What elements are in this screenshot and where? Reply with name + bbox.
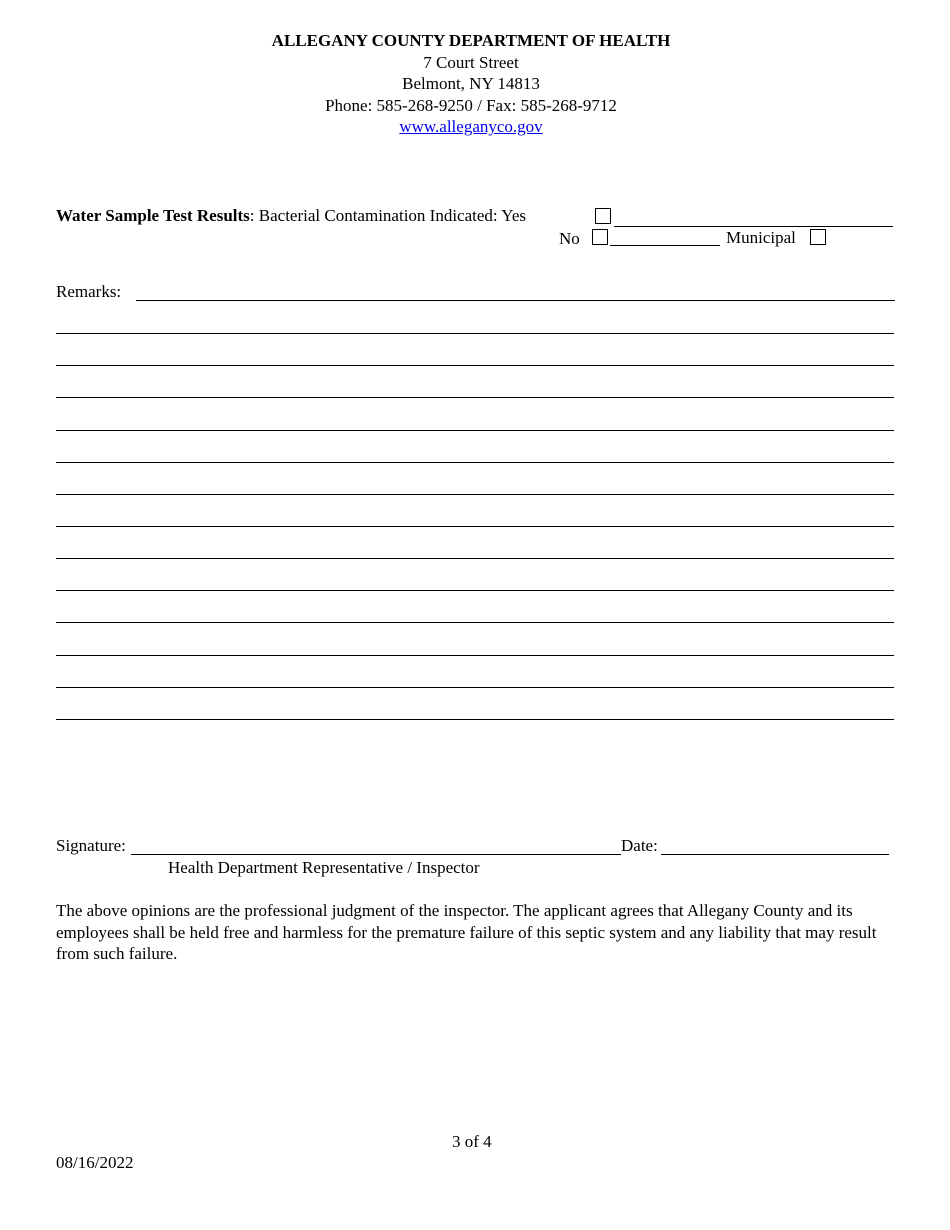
- organization-name: ALLEGANY COUNTY DEPARTMENT OF HEALTH: [271, 31, 671, 50]
- website-link[interactable]: www.alleganyco.gov: [399, 117, 543, 136]
- remarks-line[interactable]: [56, 687, 894, 688]
- remarks-line[interactable]: [56, 430, 894, 431]
- revision-date: 08/16/2022: [56, 1153, 134, 1172]
- letterhead: [0, 30, 942, 138]
- remarks-line[interactable]: [56, 558, 894, 559]
- remarks-line[interactable]: [56, 494, 894, 495]
- date-line[interactable]: [661, 854, 889, 855]
- municipal-checkbox[interactable]: [810, 229, 826, 245]
- remarks-line[interactable]: [56, 655, 894, 656]
- no-details-line[interactable]: [610, 245, 720, 246]
- remarks-line[interactable]: [56, 365, 894, 366]
- remarks-line[interactable]: [56, 333, 894, 334]
- signature-caption: Health Department Representative / Inspector: [168, 858, 480, 877]
- page-number: 3 of 4: [452, 1132, 492, 1151]
- remarks-line[interactable]: [56, 622, 894, 623]
- yes-details-line[interactable]: [614, 226, 893, 227]
- municipal-label: Municipal: [726, 228, 796, 247]
- remarks-line[interactable]: [56, 397, 894, 398]
- street-address: 7 Court Street: [423, 52, 519, 72]
- date-label: Date:: [621, 836, 658, 855]
- signature-label: Signature:: [56, 836, 126, 855]
- no-label: No: [559, 229, 580, 248]
- water-test-title: Water Sample Test Results: [56, 206, 250, 225]
- no-checkbox[interactable]: [592, 229, 608, 245]
- phone-fax: Phone: 585-268-9250 / Fax: 585-268-9712: [325, 95, 617, 115]
- city-state-zip: Belmont, NY 14813: [402, 74, 540, 93]
- signature-line[interactable]: [131, 854, 621, 855]
- remarks-line[interactable]: [56, 590, 894, 591]
- remarks-label: Remarks:: [56, 282, 122, 301]
- remarks-line[interactable]: [136, 300, 895, 301]
- water-test-question: [56, 206, 526, 226]
- remarks-line[interactable]: [56, 462, 894, 463]
- remarks-line[interactable]: [56, 719, 894, 720]
- yes-checkbox[interactable]: [595, 208, 611, 224]
- water-test-label: : Bacterial Contamination Indicated: Yes: [249, 206, 526, 225]
- remarks-line[interactable]: [56, 526, 894, 527]
- disclaimer-text: The above opinions are the professional judgment of the inspector. The applicant agrees that Allegany County and its employees shall be held free and harmless for the premature failure of this septic system and any liability that may result from such failure.: [56, 901, 877, 963]
